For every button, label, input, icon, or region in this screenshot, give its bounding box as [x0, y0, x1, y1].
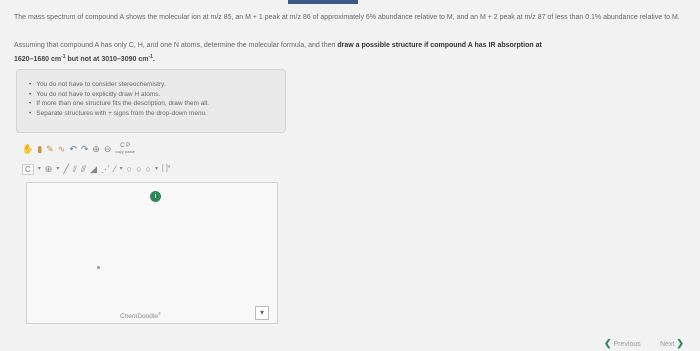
ir-sup-1: -1: [61, 54, 66, 60]
question-text: [14, 13, 694, 22]
ir-range: [14, 55, 155, 64]
canvas-dot: [97, 266, 100, 269]
info-button[interactable]: i: [150, 191, 161, 202]
hash-bond-icon[interactable]: ⋰: [101, 164, 111, 174]
zoom-in-icon[interactable]: ⊕: [92, 144, 100, 154]
next-button[interactable]: [660, 338, 684, 349]
eraser-icon[interactable]: ▮: [37, 144, 43, 154]
brand-name: ChemDoodle: [120, 313, 158, 321]
question-instructions: [14, 41, 694, 50]
chevron-down-icon[interactable]: ▾: [154, 166, 158, 172]
pencil-icon[interactable]: ✎: [46, 144, 54, 154]
ring-medium-icon[interactable]: ○: [136, 164, 142, 174]
question-line2-prefix: Assuming that compound A has only C, H, and one N atoms, determine the molecular formula, and then: [14, 42, 338, 49]
drawing-canvas[interactable]: [26, 182, 278, 324]
toolbar-row-2: [22, 162, 171, 176]
instruction-item: • If more than one structure fits the description, draw them all.: [29, 99, 285, 109]
zoom-out-icon[interactable]: ⊖: [103, 144, 112, 154]
ring-small-icon[interactable]: ○: [126, 164, 133, 174]
chevron-down-icon[interactable]: ▾: [56, 166, 60, 172]
chevron-down-icon[interactable]: ▾: [119, 166, 123, 172]
ir-end: .: [152, 56, 155, 63]
brand-mark: ®: [157, 311, 161, 316]
ring-large-icon[interactable]: ○: [145, 164, 151, 174]
double-bond-icon[interactable]: ⫽: [72, 164, 77, 174]
chemdoodle-brand: [120, 311, 161, 320]
previous-button[interactable]: [604, 338, 641, 349]
chevron-left-icon: ❮: [604, 338, 612, 348]
instruction-item: • Separate structures with + signs from the drop-down menu.: [29, 109, 285, 119]
chain-tool-icon[interactable]: ⁄: [114, 164, 116, 174]
instruction-item: • You do not have to explicitly draw H atoms.: [29, 90, 285, 100]
question-line1: The mass spectrum of compound A shows the molecular ion at m/z 85, an M + 1 peak at m/z 86 of approximately 6% abundance relative to M, and an M + 2 peak at m/z 87 of less than 0.1% abundance relative to M.: [14, 14, 680, 21]
ir-sup-2: -1: [148, 54, 153, 60]
atom-selector[interactable]: C: [22, 164, 34, 175]
copy-paste-tools[interactable]: [115, 143, 134, 155]
instruction-item: • You do not have to consider stereochemistry.: [29, 80, 285, 90]
expand-button[interactable]: ▾: [255, 306, 269, 320]
paste-label: P: [126, 143, 131, 149]
copy-label: C: [120, 143, 125, 149]
hand-tool-icon[interactable]: ✋: [22, 144, 34, 154]
undo-icon[interactable]: ↶: [69, 144, 77, 154]
wedge-bond-icon[interactable]: ◢: [90, 164, 98, 174]
question-line2-bold: draw a possible structure if compound A has IR absorption at: [337, 42, 542, 49]
chevron-down-icon[interactable]: ▾: [37, 166, 41, 172]
triple-bond-icon[interactable]: ⫻: [80, 164, 87, 174]
previous-label: Previous: [613, 341, 641, 348]
redo-icon[interactable]: ↷: [80, 144, 89, 154]
next-label: Next: [660, 341, 675, 348]
instructions-box: [16, 69, 286, 133]
ir-range-2: but not at 3010–3090 cm: [65, 56, 149, 63]
lasso-icon[interactable]: ∿: [57, 144, 66, 154]
ir-range-1: 1620–1680 cm: [14, 56, 62, 63]
chevron-right-icon: ❯: [676, 338, 684, 348]
bracket-tool[interactable]: [ ]*: [161, 165, 171, 172]
toolbar-row-1: [22, 142, 135, 156]
header-strip: [288, 0, 358, 4]
copy-paste-caption: copy paste: [115, 149, 135, 154]
single-bond-icon[interactable]: ╱: [63, 164, 69, 174]
charge-plus-icon[interactable]: ⊕: [44, 164, 53, 174]
